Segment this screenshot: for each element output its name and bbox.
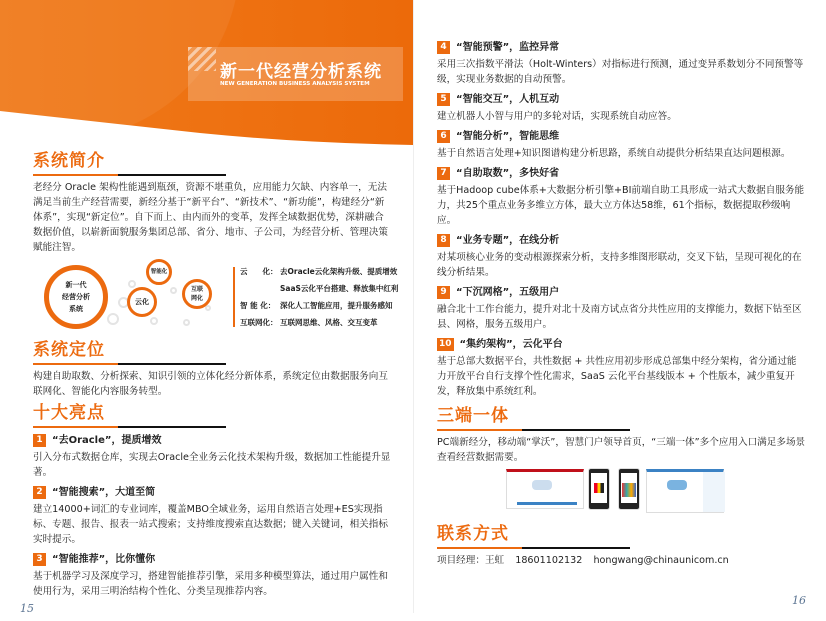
system-diagram bbox=[33, 259, 399, 337]
highlight-text: 基于总部大数据平台，共性数据 + 共性应用初步形成总部集中经分架构，省分通过能力开放平台自行支撑个性化需求，SaaS 云化平台基线版本 + 个性版本，减少重复开发，释放集中系统红利。 bbox=[437, 356, 797, 397]
right-page bbox=[413, 0, 826, 613]
positioning-text: 构建自助取数、分析探索、知识引领的立体化经分新体系，系统定位由数据服务向互联网化、智能化内容服务转型。 bbox=[33, 371, 388, 397]
contact-label: 项目经理： bbox=[437, 555, 485, 566]
left-content bbox=[0, 150, 413, 621]
highlight-title: 8 “业务专题”，在线分析 bbox=[437, 233, 806, 248]
heading-underline bbox=[437, 429, 630, 431]
mobile-screenshot bbox=[618, 468, 640, 510]
three-heading: 三端一体 bbox=[437, 406, 509, 426]
diagram-node-internet: 互联 网化 bbox=[182, 279, 212, 309]
highlight-text: 融合北十工作台能力，提升对北十及南方试点省分共性应用的支撑能力，数据下钻至区县、网格，服务五级用户。 bbox=[437, 304, 802, 330]
mobile-screenshot bbox=[588, 468, 610, 510]
highlight-title: 9 “下沉网格”，五级用户 bbox=[437, 285, 806, 300]
page-number: 15 bbox=[20, 602, 34, 615]
diagram-node-cloud: 云化 bbox=[127, 287, 157, 317]
banner-title: 新一代经营分析系统 bbox=[220, 62, 382, 82]
highlight-title: 6 “智能分析”，智能思维 bbox=[437, 129, 806, 144]
banner-subtitle: NEW GENERATION BUSINESS ANALYSIS SYSTEM bbox=[220, 81, 370, 87]
diagram-node-intelligent: 智能化 bbox=[146, 259, 172, 285]
highlight-text: 引入分布式数据仓库，实现去Oracle全业务云化技术架构升级，数据加工性能提升显著。 bbox=[33, 452, 391, 478]
highlight-text: 基于自然语言处理+知识图谱构建分析思路，系统自动提供分析结果直达问题根源。 bbox=[437, 148, 791, 159]
header bbox=[0, 0, 413, 150]
highlight-text: 基于机器学习及深度学习，搭建智能推荐引擎，采用多种模型算法，通过用户属性和使用行为，采用三明治结构个性化、分类呈现推荐内容。 bbox=[33, 571, 388, 597]
highlight-title: 2 “智能搜索”，大道至简 bbox=[33, 485, 391, 500]
highlight-text: 建立14000+词汇的专业词库，覆盖MBO全域业务，运用自然语言处理+ES实现指标、专题、报告、报表一站式搜索；支持维度搜索直达数据；键入关键词，相关指标实时提示。 bbox=[33, 504, 388, 545]
highlight-title: 1 “去Oracle”，提质增效 bbox=[33, 433, 391, 448]
contact-info bbox=[437, 553, 806, 568]
divider bbox=[233, 267, 235, 327]
highlight-text: 基于Hadoop cube体系+大数据分析引擎+BI前端自助工具形成一站式大数据自服务能力，共25个重点业务多维立方体，最大立方体达58维，61个指标，数据提取秒级响应。 bbox=[437, 185, 805, 226]
highlights-heading: 十大亮点 bbox=[33, 403, 105, 423]
contact-heading: 联系方式 bbox=[437, 524, 509, 544]
intro-text: 老经分 Oracle 架构性能遇到瓶颈，资源不堪重负，应用能力欠缺、内容单一，无法满足当前生产经营需要，新经分基于“新平台”、“新技术”、“新功能”，构建经分“新体系”，实现“新定位”。自下而上、由内而外的变革，发挥全域数据优势，深耕融合数据价值，以崭新面貌服务集团总部、省分、地市、子公司，为经营分析、管理决策赋能注智。 bbox=[33, 182, 388, 253]
highlight-title: 5 “智能交互”，人机互动 bbox=[437, 92, 806, 107]
banner-box bbox=[188, 47, 403, 101]
highlight-text: 建立机器人小智与用户的多轮对话，实现系统自动应答。 bbox=[437, 111, 677, 122]
three-text: PC端新经分，移动端“掌沃”，智慧门户领导首页，“三端一体”多个应用入口满足多场景查看经营数据需要。 bbox=[437, 437, 806, 463]
highlight-text: 对某项核心业务的变动根源探索分析，支持多维图形联动，交叉下钻，呈现可视化的在线分析结果。 bbox=[437, 252, 802, 278]
highlight-title: 10 “集约架构”，云化平台 bbox=[439, 339, 563, 350]
intro-heading: 系统简介 bbox=[33, 151, 105, 171]
screenshots-image bbox=[506, 469, 724, 519]
heading-underline bbox=[437, 547, 630, 549]
highlight-text: 采用三次指数平滑法（Holt-Winters）对指标进行预测，通过变异系数划分不同预警等级，实现业务数据的自动预警。 bbox=[437, 59, 804, 85]
stripe-decoration bbox=[188, 47, 216, 71]
feature-list: 云 化： 去Oracle云化架构升级、提质增效 SaaS云化平台搭建、释放集中红利 智 能 化： 深化人工智能应用，提升服务感知 互联网化： 互联网思维、风格、交互变革 bbox=[240, 267, 399, 327]
highlight-title: 3 “智能推荐”，比你懂你 bbox=[33, 552, 391, 567]
pc-screenshot bbox=[506, 469, 584, 509]
positioning-heading: 系统定位 bbox=[33, 340, 105, 360]
heading-underline bbox=[33, 174, 226, 176]
contact-name: 王虹 bbox=[484, 555, 505, 566]
highlight-title: 4 “智能预警”，监控异常 bbox=[437, 40, 806, 55]
contact-email[interactable]: hongwang@chinaunicom.cn bbox=[593, 555, 729, 566]
page-number: 16 bbox=[792, 594, 806, 607]
portal-screenshot bbox=[646, 469, 724, 513]
contact-phone: 18601102132 bbox=[515, 555, 583, 566]
heading-underline bbox=[33, 363, 226, 365]
diagram-center: 新一代 经营分析 系统 bbox=[44, 265, 108, 329]
highlight-title: 7 “自助取数”，多快好省 bbox=[437, 166, 806, 181]
heading-underline bbox=[33, 426, 226, 428]
right-content bbox=[414, 0, 826, 598]
